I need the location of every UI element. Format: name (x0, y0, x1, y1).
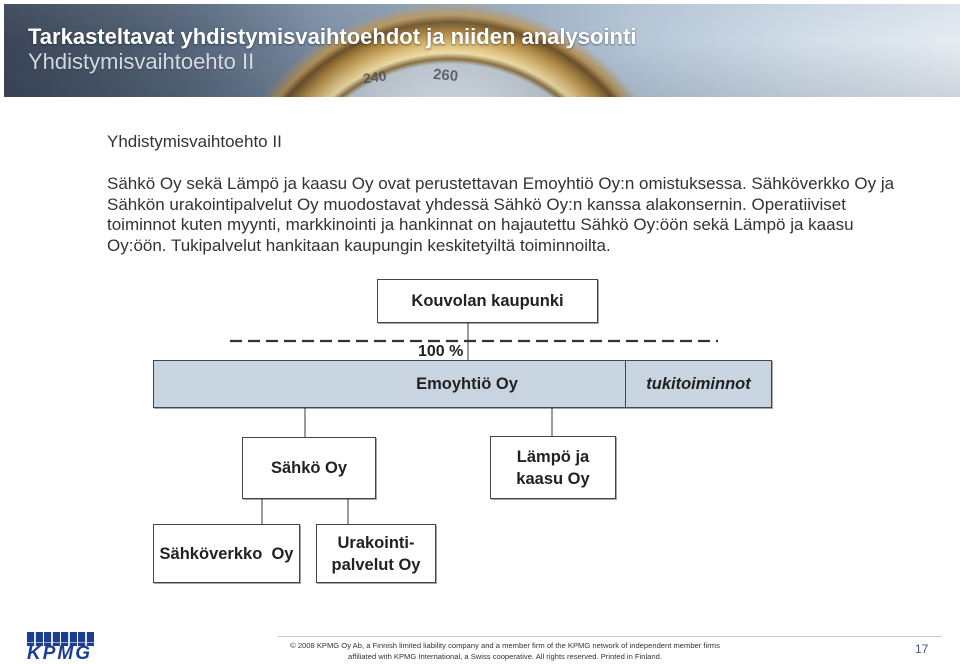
org-box-label: Urakointi- (337, 533, 415, 552)
support-unit-label: tukitoiminnot (646, 375, 751, 393)
footer-divider (278, 636, 942, 637)
dial-number: 260 (432, 65, 459, 86)
org-box-owner (377, 279, 598, 323)
org-box-label: Kouvolan kaupunki (411, 292, 564, 310)
support-unit-cell (625, 361, 771, 407)
org-box-urakointipalvelut (316, 524, 436, 583)
paragraph-line: Oy:öön. Tukipalvelut hankitaan kaupungin keskitetyiltä toiminnoilta. (107, 236, 611, 256)
paragraph-line: Sähkön urakointipalvelut Oy muodostavat yhdessä Sähkö Oy:n kanssa alakonsernin. Operatiiviset (107, 194, 846, 214)
org-box-parent (153, 360, 772, 408)
org-box-sahko (242, 437, 376, 499)
copyright-line: affiliated with KPMG International, a Swiss cooperative. All rights reserved. Printed in Finland. (348, 652, 662, 661)
ownership-percentage: 100 % (418, 343, 464, 360)
parent-company-name: Emoyhtiö Oy (416, 375, 518, 393)
org-box-lampo (490, 436, 616, 499)
org-box-label: Lämpö ja (516, 447, 590, 466)
paragraph-line: toiminnot kuten myynti, markkinointi ja hankinnat on hajautettu Sähkö Oy:öön sekä Lämpö ja kaasu (107, 215, 854, 235)
paragraph-line: Sähkö Oy sekä Lämpö ja kaasu Oy ovat perustettavan Emoyhtiö Oy:n omistuksessa. Sähköverkko Oy ja (107, 174, 895, 193)
org-box-label: Sähkö Oy (270, 459, 348, 477)
logo-wordmark: KPMG (27, 643, 92, 664)
copyright-line: © 2008 KPMG Oy Ab, a Finnish limited liability company and a member firm of the KPMG network of independent member firms (290, 641, 720, 650)
org-box-sahkoverkko (153, 524, 300, 583)
page-number: 17 (915, 642, 929, 656)
copyright-notice (255, 640, 755, 662)
slide-subtitle: Yhdistymisvaihtoehto II (28, 49, 255, 74)
org-box-label: kaasu Oy (516, 469, 590, 488)
dial-number: 240 (362, 67, 388, 87)
slide-title: Tarkasteltavat yhdistymisvaihtoehdot ja niiden analysointi (28, 24, 637, 49)
org-box-label: palvelut Oy (331, 555, 421, 574)
org-box-label (367, 361, 567, 407)
kpmg-logo (27, 632, 97, 663)
section-heading: Yhdistymisvaihtoehto II (107, 132, 282, 151)
org-box-label: Sähköverkko Oy (159, 544, 294, 563)
